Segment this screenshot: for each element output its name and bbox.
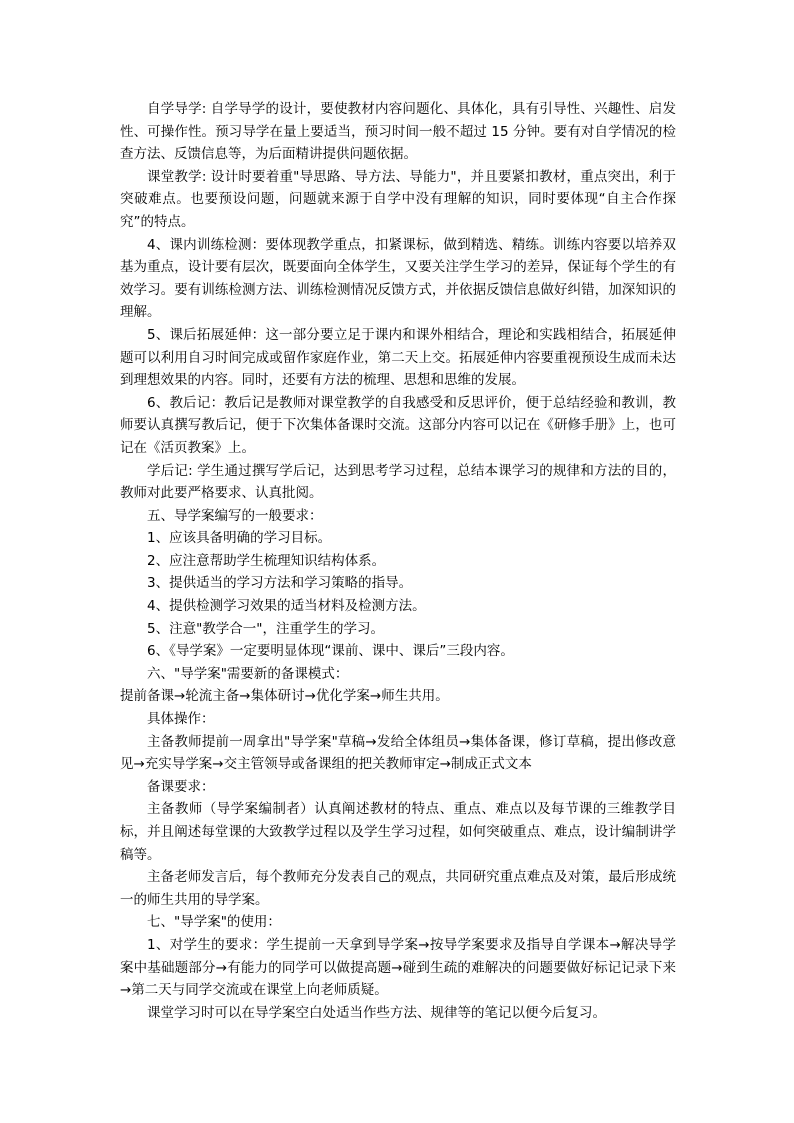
document-body (120, 98, 676, 1024)
paragraph-discussion: 主备老师发言后，每个教师充分发表自己的观点，共同研究重点难点及对策，最后形成统一的师生共用的导学案。 (120, 869, 676, 908)
paragraph-self-study-guide: 自学导学: 自学导学的设计，要使教材内容问题化、具体化，具有引导性、兴趣性、启发性、可操作性。预习导学在量上要适当，预习时间一般不超过 15 分钟。要有对自学情况的检查方法、反馈信息等，为后面精讲提供问题依据。 (120, 101, 676, 163)
paragraph-teaching-notes: 6、教后记：教后记是教师对课堂教学的自我感受和反思评价，便于总结经验和教训，教师要认真撰写教后记，便于下次集体备课时交流。这部分内容可以记在《研修手册》上，也可记在《活页教案》上。 (120, 394, 676, 456)
paragraph-classroom-notes: 课堂学习时可以在导学案空白处适当作些方法、规律等的笔记以便今后复习。 (147, 1004, 606, 1021)
section-heading-five: 五、导学案编写的一般要求： (147, 507, 323, 524)
list-item: 1、应该具备明确的学习目标。 (147, 530, 332, 547)
subheading-prep-requirements: 备课要求： (147, 778, 215, 795)
list-item: 4、提供检测学习效果的适当材料及检测方法。 (147, 598, 426, 615)
paragraph-in-class-training: 4、课内训练检测：要体现教学重点，扣紧课标，做到精选、精练。训练内容要以培养双基为重点，设计要有层次，既要面向全体学生，又要关注学生学习的差异，保证每个学生的有效学习。要有训练检测方法、训练检测情况反馈方式，并依据反馈信息做好纠错，加深知识的理解。 (120, 236, 676, 321)
paragraph-lead-teacher: 主备教师（导学案编制者）认真阐述教材的特点、重点、难点以及每节课的三维教学目标，并且阐述每堂课的大致教学过程以及学生学习过程，如何突破重点、难点，设计编制讲学稿等。 (120, 801, 676, 863)
list-item: 5、注意"教学合一"，注重学生的学习。 (147, 620, 385, 637)
section-heading-seven: 七、"导学案"的使用： (147, 914, 281, 931)
paragraph-operation-flow: 主备教师提前一周拿出"导学案"草稿→发给全体组员→集体备课，修订草稿，提出修改意见→充实导学案→交主管领导或备课组的把关教师审定→制成正式文本 (120, 733, 676, 773)
list-item: 6、《导学案》一定要明显体现“课前、课中、课后”三段内容。 (147, 643, 514, 660)
subheading-operation: 具体操作： (147, 711, 215, 728)
list-item: 3、提供适当的学习方法和学习策略的指导。 (147, 575, 413, 592)
paragraph-classroom-teaching: 课堂教学: 设计时要着重"导思路、导方法、导能力"，并且要紧扣教材，重点突出，利于突破难点。也要预设问题，问题就来源于自学中没有理解的知识，同时要体现“自主合作探究”的特点。 (120, 168, 676, 230)
paragraph-learning-notes: 学后记: 学生通过撰写学后记，达到思考学习过程，总结本课学习的规律和方法的目的，教师对此要严格要求、认真批阅。 (120, 462, 676, 502)
paragraph-student-requirements: 1、对学生的要求：学生提前一天拿到导学案→按导学案要求及指导自学课本→解决导学案中基础题部分→有能力的同学可以做提高题→碰到生疏的难解决的问题要做好标记记录下来→第二天与同学交流或在课堂上向老师质疑。 (120, 936, 676, 999)
section-heading-six: 六、"导学案"需要新的备课模式： (147, 665, 349, 682)
paragraph-prep-flow: 提前备课→轮流主备→集体研讨→优化学案→师生共用。 (120, 688, 449, 705)
paragraph-after-class-extension: 5、课后拓展延伸：这一部分要立足于课内和课外相结合，理论和实践相结合，拓展延伸题可以利用自习时间完成或留作家庭作业，第二天上交。拓展延伸内容要重视预设生成而未达到理想效果的内容。同时，还要有方法的梳理、思想和思维的发展。 (120, 326, 676, 389)
list-item: 2、应注意帮助学生梳理知识结构体系。 (147, 552, 386, 569)
